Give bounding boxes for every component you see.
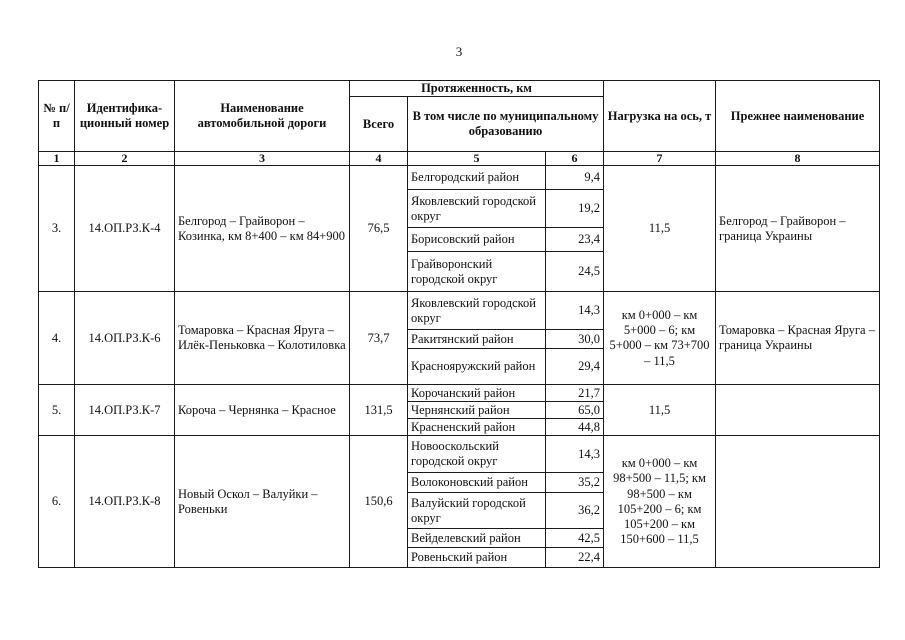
district-length: 14,3	[546, 436, 604, 473]
district-name: Корочанский район	[408, 385, 546, 402]
header-id: Идентифика-ционный номер	[75, 81, 175, 152]
district-name: Белгородский район	[408, 166, 546, 190]
axle-load: 11,5	[604, 166, 716, 292]
header-total: Всего	[350, 97, 408, 152]
row-number: 5.	[39, 385, 75, 436]
row-number: 6.	[39, 436, 75, 568]
column-index-row	[39, 152, 880, 166]
district-length: 9,4	[546, 166, 604, 190]
column-index: 5	[408, 152, 546, 166]
row-number: 3.	[39, 166, 75, 292]
table-header	[39, 81, 880, 166]
district-length: 65,0	[546, 402, 604, 419]
table-row	[39, 292, 880, 330]
header-num: № п/п	[39, 81, 75, 152]
district-name: Чернянский район	[408, 402, 546, 419]
district-name: Яковлевский городской округ	[408, 190, 546, 228]
district-name: Краснояружский район	[408, 349, 546, 385]
district-length: 14,3	[546, 292, 604, 330]
axle-load: км 0+000 – км 5+000 – 6; км 5+000 – км 73+700 – 11,5	[604, 292, 716, 385]
district-name: Ровеньский район	[408, 548, 546, 568]
road-name: Новый Оскол – Валуйки – Ровеньки	[175, 436, 350, 568]
district-length: 24,5	[546, 252, 604, 292]
road-id: 14.ОП.РЗ.К-7	[75, 385, 175, 436]
road-id: 14.ОП.РЗ.К-4	[75, 166, 175, 292]
district-length: 19,2	[546, 190, 604, 228]
district-length: 29,4	[546, 349, 604, 385]
roads-table	[38, 80, 880, 568]
road-total-length: 76,5	[350, 166, 408, 292]
district-length: 21,7	[546, 385, 604, 402]
road-name: Короча – Чернянка – Красное	[175, 385, 350, 436]
column-index: 4	[350, 152, 408, 166]
column-index: 8	[716, 152, 880, 166]
table-body	[39, 166, 880, 568]
column-index: 3	[175, 152, 350, 166]
axle-load: км 0+000 – км 98+500 – 11,5; км 98+500 – км 105+200 – 6; км 105+200 – км 150+600 – 11,5	[604, 436, 716, 568]
table-row	[39, 385, 880, 402]
district-name: Волоконовский район	[408, 473, 546, 493]
road-name: Белгород – Грайворон – Козинка, км 8+400 – км 84+900	[175, 166, 350, 292]
district-name: Валуйский городской округ	[408, 493, 546, 529]
district-name: Грайворонский городской округ	[408, 252, 546, 292]
former-name: Белгород – Грайворон – граница Украины	[716, 166, 880, 292]
column-index: 2	[75, 152, 175, 166]
former-name	[716, 436, 880, 568]
road-id: 14.ОП.РЗ.К-8	[75, 436, 175, 568]
table-row	[39, 166, 880, 190]
district-length: 30,0	[546, 330, 604, 349]
district-name: Ракитянский район	[408, 330, 546, 349]
header-former-name: Прежнее наименование	[716, 81, 880, 152]
column-index: 6	[546, 152, 604, 166]
row-number: 4.	[39, 292, 75, 385]
header-length-group: Протяженность, км	[350, 81, 604, 97]
district-length: 22,4	[546, 548, 604, 568]
district-name: Красненский район	[408, 419, 546, 436]
axle-load: 11,5	[604, 385, 716, 436]
district-length: 36,2	[546, 493, 604, 529]
header-by-municipal: В том числе по муниципальному образованию	[408, 97, 604, 152]
table-row	[39, 436, 880, 473]
district-name: Новооскольский городской округ	[408, 436, 546, 473]
header-axle-load: Нагрузка на ось, т	[604, 81, 716, 152]
road-total-length: 150,6	[350, 436, 408, 568]
district-name: Вейделевский район	[408, 529, 546, 548]
district-name: Яковлевский городской округ	[408, 292, 546, 330]
district-name: Борисовский район	[408, 228, 546, 252]
page-number: 3	[455, 44, 463, 59]
road-id: 14.ОП.РЗ.К-6	[75, 292, 175, 385]
header-name: Наименование автомобильной дороги	[175, 81, 350, 152]
column-index: 1	[39, 152, 75, 166]
former-name: Томаровка – Красная Яруга – граница Украины	[716, 292, 880, 385]
road-total-length: 131,5	[350, 385, 408, 436]
column-index: 7	[604, 152, 716, 166]
road-total-length: 73,7	[350, 292, 408, 385]
district-length: 35,2	[546, 473, 604, 493]
district-length: 42,5	[546, 529, 604, 548]
road-name: Томаровка – Красная Яруга – Илёк-Пеньковка – Колотиловка	[175, 292, 350, 385]
former-name	[716, 385, 880, 436]
district-length: 23,4	[546, 228, 604, 252]
district-length: 44,8	[546, 419, 604, 436]
